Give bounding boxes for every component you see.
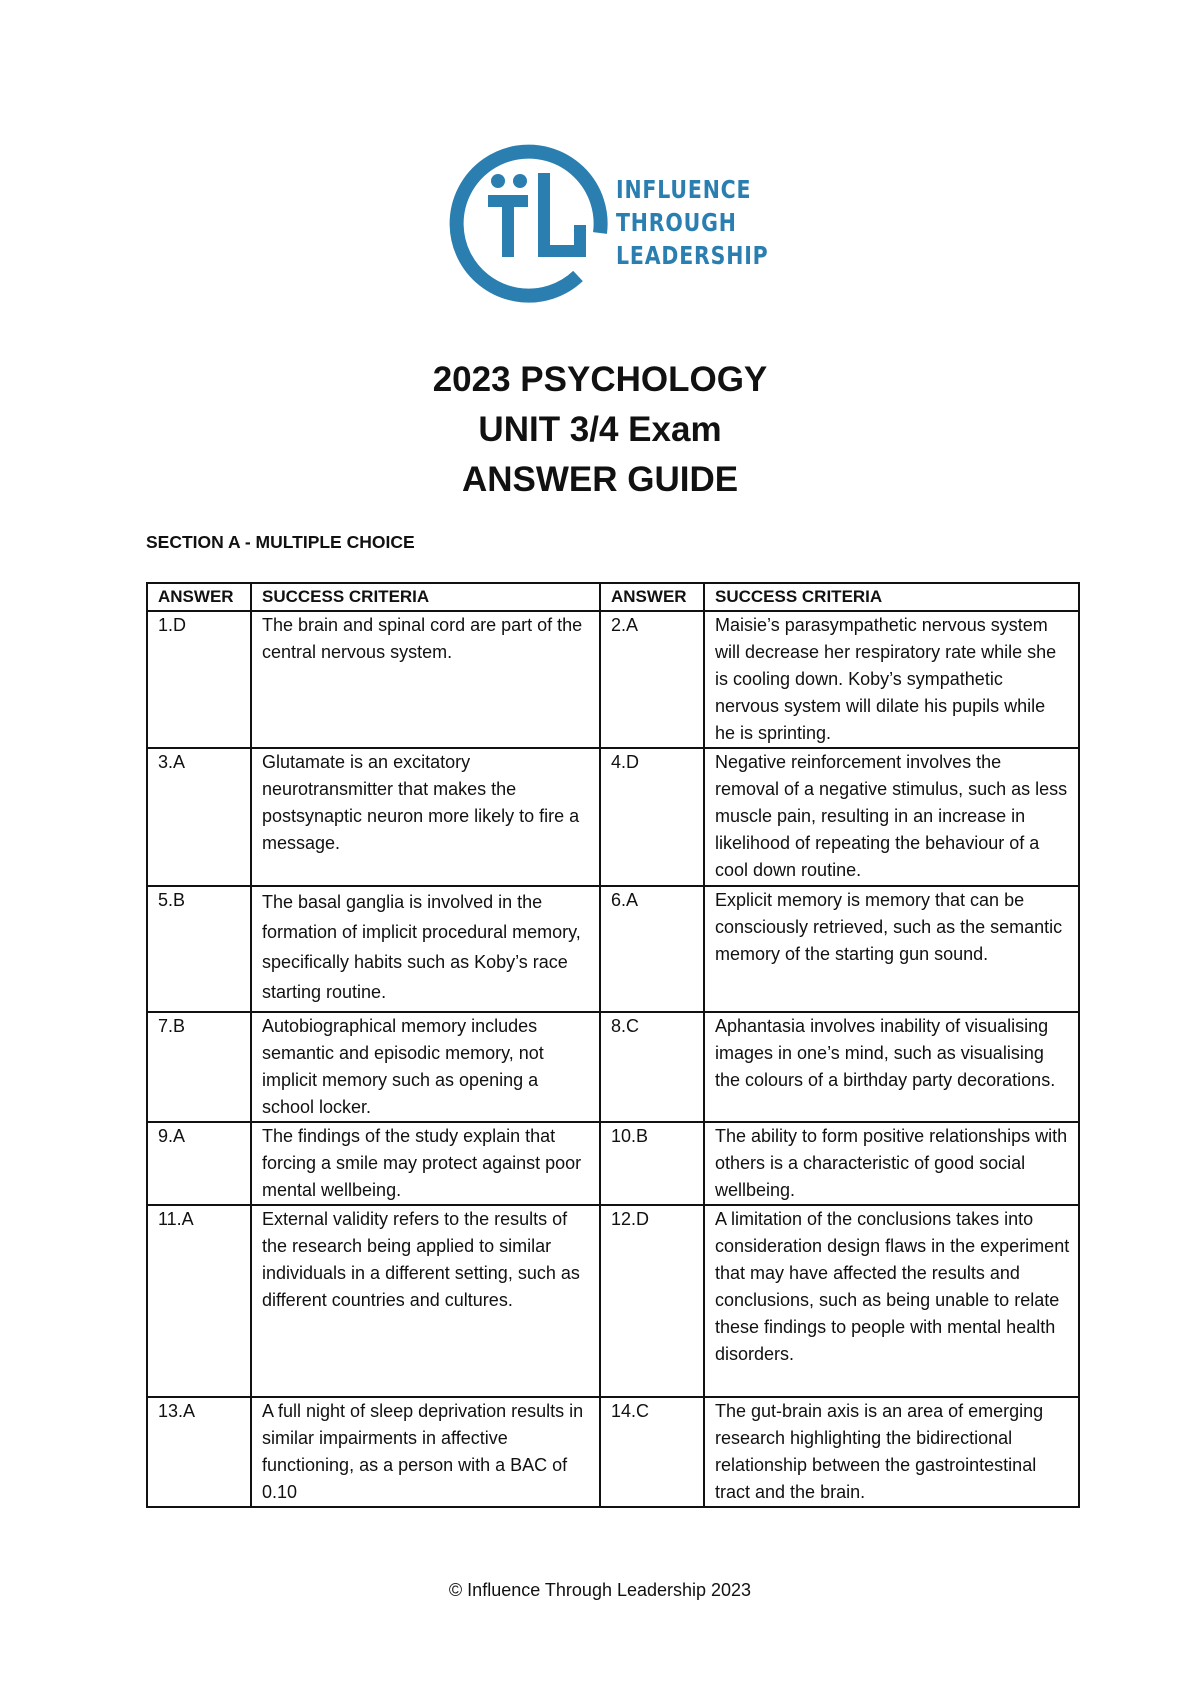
logo-line-1: INFLUENCE — [616, 175, 752, 204]
header-criteria-1: SUCCESS CRITERIA — [251, 583, 600, 611]
criteria-cell: Explicit memory is memory that can be consciously retrieved, such as the semantic memory of the starting gun sound. — [704, 886, 1079, 1012]
header-answer-1: ANSWER — [147, 583, 251, 611]
page-title — [0, 355, 1200, 505]
answer-cell: 14.C — [600, 1397, 704, 1507]
answer-cell: 9.A — [147, 1122, 251, 1205]
itl-logo-mark — [448, 143, 613, 308]
criteria-cell: Maisie’s parasympathetic nervous system will decrease her respiratory rate while she is cooling down. Koby’s sympathetic nervous system will dilate his pupils while he is sprinting. — [704, 611, 1079, 748]
logo — [448, 143, 769, 308]
criteria-cell: Glutamate is an excitatory neurotransmitter that makes the postsynaptic neuron more likely to fire a message. — [251, 748, 600, 886]
title-line-3: ANSWER GUIDE — [461, 460, 739, 499]
criteria-cell: The brain and spinal cord are part of the central nervous system. — [251, 611, 600, 748]
logo-wordmark — [616, 173, 802, 272]
answer-cell: 3.A — [147, 748, 251, 886]
table-row — [147, 1122, 1079, 1205]
logo-line-2: THROUGH — [616, 208, 737, 237]
criteria-cell: The findings of the study explain that forcing a smile may protect against poor mental wellbeing. — [251, 1122, 600, 1205]
answer-cell: 5.B — [147, 886, 251, 1012]
criteria-cell: External validity refers to the results of the research being applied to similar individuals in a different setting, such as different countries and cultures. — [251, 1205, 600, 1397]
header-answer-2: ANSWER — [600, 583, 704, 611]
answer-cell: 7.B — [147, 1012, 251, 1122]
criteria-cell: The gut-brain axis is an area of emerging research highlighting the bidirectional relationship between the gastrointestinal tract and the brain. — [704, 1397, 1079, 1507]
footer-copyright: © Influence Through Leadership 2023 — [448, 1580, 752, 1600]
answer-cell: 1.D — [147, 611, 251, 748]
answer-cell: 12.D — [600, 1205, 704, 1397]
criteria-cell: A limitation of the conclusions takes into consideration design flaws in the experiment that may have affected the results and conclusions, such as being unable to relate these findings to people with mental health disorders. — [704, 1205, 1079, 1397]
criteria-cell: Negative reinforcement involves the removal of a negative stimulus, such as less muscle pain, resulting in an increase in likelihood of repeating the behaviour of a cool down routine. — [704, 748, 1079, 886]
criteria-cell: The basal ganglia is involved in the formation of implicit procedural memory, specifically habits such as Koby’s race starting routine. — [251, 886, 600, 1012]
answer-table — [146, 582, 1080, 1508]
section-heading: SECTION A - MULTIPLE CHOICE — [146, 532, 415, 552]
answer-cell: 13.A — [147, 1397, 251, 1507]
criteria-cell: The ability to form positive relationships with others is a characteristic of good social wellbeing. — [704, 1122, 1079, 1205]
title-line-1: 2023 PSYCHOLOGY — [432, 360, 768, 399]
table-row — [147, 1012, 1079, 1122]
logo-line-3: LEADERSHIP — [616, 241, 769, 270]
criteria-cell: A full night of sleep deprivation results in similar impairments in affective functioning, as a person with a BAC of 0.10 — [251, 1397, 600, 1507]
answer-cell: 11.A — [147, 1205, 251, 1397]
table-row — [147, 886, 1079, 1012]
answer-cell: 2.A — [600, 611, 704, 748]
table-row — [147, 748, 1079, 886]
criteria-cell: Autobiographical memory includes semantic and episodic memory, not implicit memory such as opening a school locker. — [251, 1012, 600, 1122]
answer-cell: 8.C — [600, 1012, 704, 1122]
answer-cell: 4.D — [600, 748, 704, 886]
answer-cell: 6.A — [600, 886, 704, 1012]
table-row — [147, 611, 1079, 748]
table-header-row — [147, 583, 1079, 611]
table-row — [147, 1205, 1079, 1397]
answer-cell: 10.B — [600, 1122, 704, 1205]
title-line-2: UNIT 3/4 Exam — [478, 410, 722, 449]
criteria-cell: Aphantasia involves inability of visualising images in one’s mind, such as visualising the colours of a birthday party decorations. — [704, 1012, 1079, 1122]
header-criteria-2: SUCCESS CRITERIA — [704, 583, 1079, 611]
table-row — [147, 1397, 1079, 1507]
